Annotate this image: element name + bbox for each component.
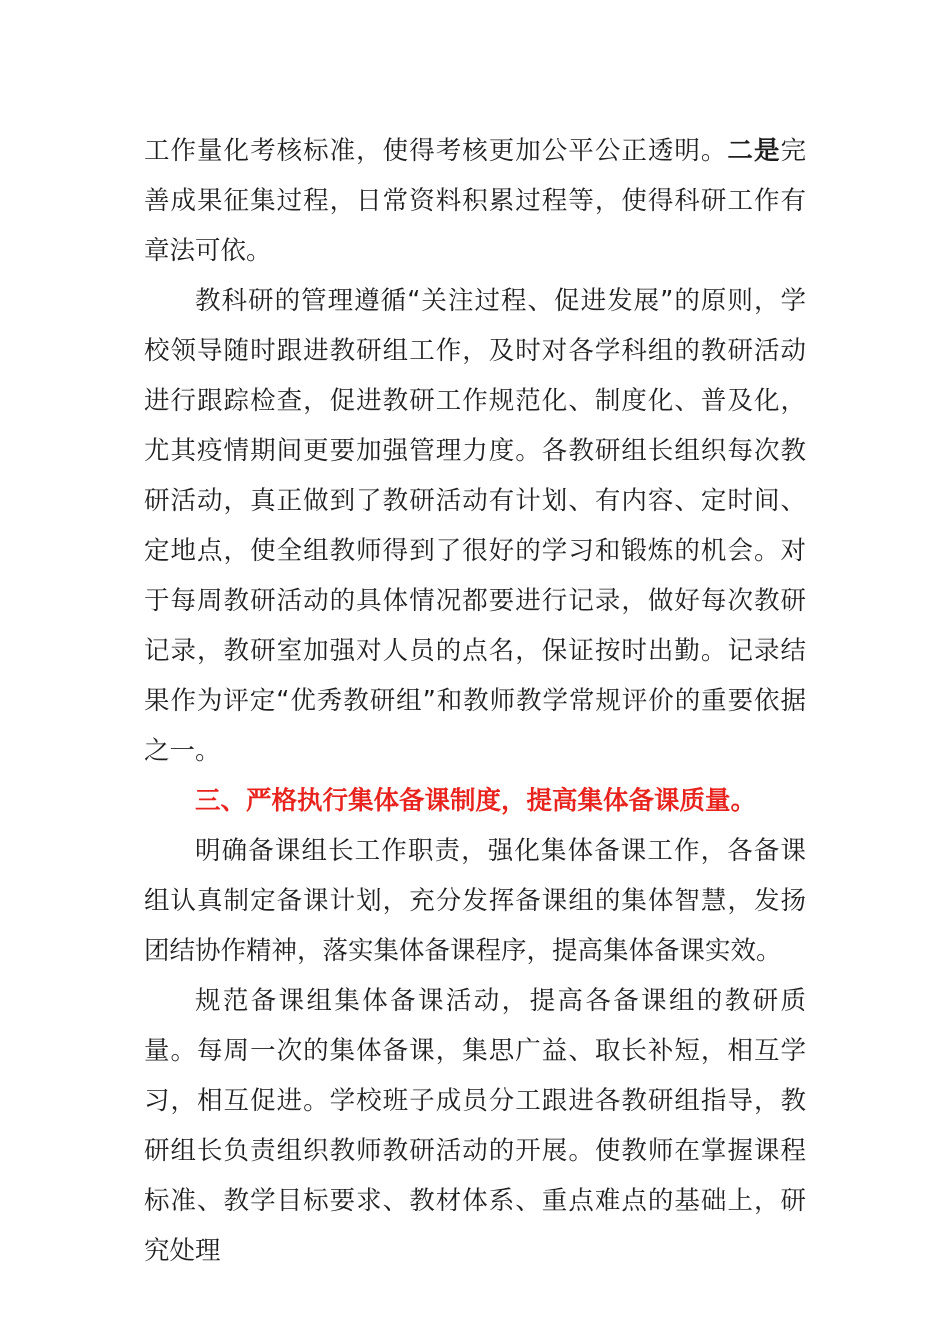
paragraph-lesson-leader-duties: 明确备课组长工作职责，强化集体备课工作，各备课组认真制定备课计划，充分发挥备课组的集体智慧，发扬团结协作精神，落实集体备课程序，提高集体备课实效。 xyxy=(144,836,806,966)
paragraph-research-management: 教科研的管理遵循“关注过程、促进发展”的原则，学校领导随时跟进教研组工作，及时对各学科组的教研活动进行跟踪检查，促进教研工作规范化、制度化、普及化，尤其疫情期间更要加强管理力度。各教研组长组织每次教研活动，真正做到了教研活动有计划、有内容、定时间、定地点，使全组教师得到了很好的学习和锻炼的机会。对于每周教研活动的具体情况都要进行记录，做好每次教研记录，教研室加强对人员的点名，保证按时出勤。记录结果作为评定“优秀教研组”和教师教学常规评价的重要依据之一。 xyxy=(144,286,806,766)
section-heading: 三、严格执行集体备课制度，提高集体备课质量。 xyxy=(195,786,757,816)
emphasis-text: 二是 xyxy=(727,136,781,166)
paragraph-collective-lesson-prep: 规范备课组集体备课活动，提高各备课组的教研质量。每周一次的集体备课，集思广益、取长补短，相互学习，相互促进。学校班子成员分工跟进各教研组指导，教研组长负责组织教师教研活动的开展。使教师在掌握课程标准、教学目标要求、教材体系、重点难点的基础上，研究处理 xyxy=(144,986,806,1266)
document-body xyxy=(144,126,806,1276)
paragraph-assessment xyxy=(144,126,806,276)
paragraph-text: 完善成果征集过程，日常资料积累过程等，使得科研工作有章法可依。 xyxy=(144,136,806,266)
paragraph-text: 工作量化考核标准，使得考核更加公平公正透明。 xyxy=(144,136,728,166)
